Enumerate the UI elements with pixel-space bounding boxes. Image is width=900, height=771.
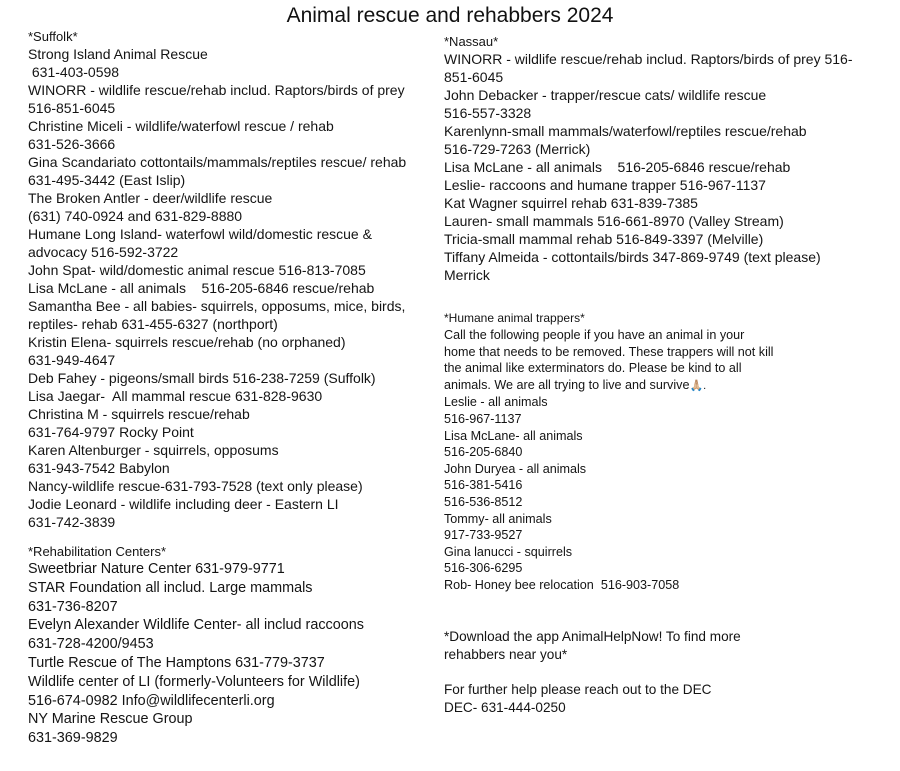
trappers-section [444,310,884,594]
nassau-heading: *Nassau* [444,34,499,49]
page-title: Animal rescue and rehabbers 2024 [286,4,614,27]
list-item: 516-536-8512 [444,494,523,509]
trappers-intro-text: Call the following people if you have an animal in your home that needs to be removed. These trappers will not kill the animal like exterminators do. Please be kind to all animals. We are all trying to live and survive [444,328,774,392]
suffolk-heading: *Suffolk* [28,29,78,44]
list-item: John Duryea - all animals [444,461,587,476]
list-item: Tommy- all animals [444,511,552,526]
list-item: Sweetbriar Nature Center 631-979-9771 [28,561,285,577]
list-item: 631-728-4200/9453 [28,636,154,653]
dec-note-line: For further help please reach out to the DEC [444,681,712,697]
suffolk-section [28,28,433,531]
list-item: Lisa McLane - all animals 516-205-6846 rescue/rehab [28,280,375,296]
rehab-centers-section [28,543,433,748]
list-item: 516-306-6295 [444,561,523,576]
list-item: 516-967-1137 [444,411,522,426]
list-item: STAR Foundation all includ. Large mammals [28,579,313,596]
list-item: 631-943-7542 Babylon [28,460,170,476]
left-column [28,28,433,748]
list-item: Wildlife center of LI (formerly-Volunteers for Wildlife) [28,673,360,690]
list-item: The Broken Antler - deer/wildlife rescue [28,190,273,206]
list-item: Gina lanucci - squirrels [444,544,573,559]
list-item: Lisa McLane- all animals [444,428,583,443]
list-item: 631-403-0598 [28,64,120,80]
list-item: Turtle Rescue of The Hamptons 631-779-3737 [28,654,325,671]
list-item: 631-526-3666 [28,136,116,152]
trappers-intro [444,327,779,394]
list-item: Rob- Honey bee relocation 516-903-7058 [444,577,680,592]
list-item: 516-381-5416 [444,478,523,493]
list-item: 631-369-9829 [28,730,118,747]
list-item: John Spat- wild/domestic animal rescue 516-813-7085 [28,262,366,278]
app-note-text: *Download the app AnimalHelpNow! To find more rehabbers near you* [444,628,741,662]
list-item: Karen Altenburger - squirrels, opposums [28,442,279,458]
praying-hands-icon: 🙏🏼. [689,379,707,392]
list-item: 516-557-3328 [444,105,532,121]
list-item: 631-736-8207 [28,598,118,615]
dec-phone: DEC- 631-444-0250 [444,699,566,715]
list-item: Tricia-small mammal rehab 516-849-3397 (Melville) [444,231,764,247]
list-item: Nancy-wildlife rescue-631-793-7528 (text only please) [28,478,363,494]
list-item: NY Marine Rescue Group [28,711,193,728]
list-item: 516-729-7263 (Merrick) [444,141,591,157]
list-item: Humane Long Island- waterfowl wild/domestic rescue & advocacy 516-592-3722 [28,226,372,260]
list-item: 917-733-9527 [444,528,523,543]
list-item: Strong Island Animal Rescue [28,46,208,62]
list-item: Tiffany Almeida - cottontails/birds 347-869-9749 (text please) Merrick [444,249,821,283]
dec-note [444,681,884,717]
list-item: Lauren- small mammals 516-661-8970 (Valley Stream) [444,213,784,229]
list-item: Deb Fahey - pigeons/small birds 516-238-7259 (Suffolk) [28,370,376,386]
list-item: Lisa Jaegar- All mammal rescue 631-828-9630 [28,388,323,404]
list-item: 631-949-4647 [28,352,116,368]
list-item: 631-764-9797 Rocky Point [28,424,194,440]
list-item: Leslie- raccoons and humane trapper 516-967-1137 [444,177,766,193]
app-note [444,628,884,664]
list-item: Lisa McLane - all animals 516-205-6846 rescue/rehab [444,159,791,175]
list-item: Christina M - squirrels rescue/rehab [28,406,250,422]
list-item: Gina Scandariato cottontails/mammals/reptiles rescue/ rehab 631-495-3442 (East Islip) [28,154,407,188]
list-item: Evelyn Alexander Wildlife Center- all includ raccoons [28,617,364,634]
nassau-section [444,33,884,284]
list-item: 516-674-0982 Info@wildlifecenterli.org [28,692,275,709]
right-column [444,33,884,717]
list-item: 516-205-6840 [444,445,523,460]
list-item: Christine Miceli - wildlife/waterfowl rescue / rehab [28,118,334,134]
list-item: John Debacker - trapper/rescue cats/ wildlife rescue [444,87,767,103]
list-item: Kristin Elena- squirrels rescue/rehab (no orphaned) [28,334,346,350]
list-item: 631-742-3839 [28,514,116,530]
list-item: WINORR - wildlife rescue/rehab includ. Raptors/birds of prey 516-851-6045 [444,51,853,85]
rehab-centers-heading: *Rehabilitation Centers* [28,544,167,559]
list-item: Samantha Bee - all babies- squirrels, opposums, mice, birds, reptiles- rehab 631-455-6327 (northport) [28,298,406,332]
list-item: Kat Wagner squirrel rehab 631-839-7385 [444,195,698,211]
list-item: WINORR - wildlife rescue/rehab includ. Raptors/birds of prey 516-851-6045 [28,82,405,116]
list-item: (631) 740-0924 and 631-829-8880 [28,208,243,224]
list-item: Karenlynn-small mammals/waterfowl/reptiles rescue/rehab [444,123,807,139]
trappers-heading: *Humane animal trappers* [444,311,585,325]
list-item: Jodie Leonard - wildlife including deer - Eastern LI [28,496,339,512]
list-item: Leslie - all animals [444,395,548,410]
